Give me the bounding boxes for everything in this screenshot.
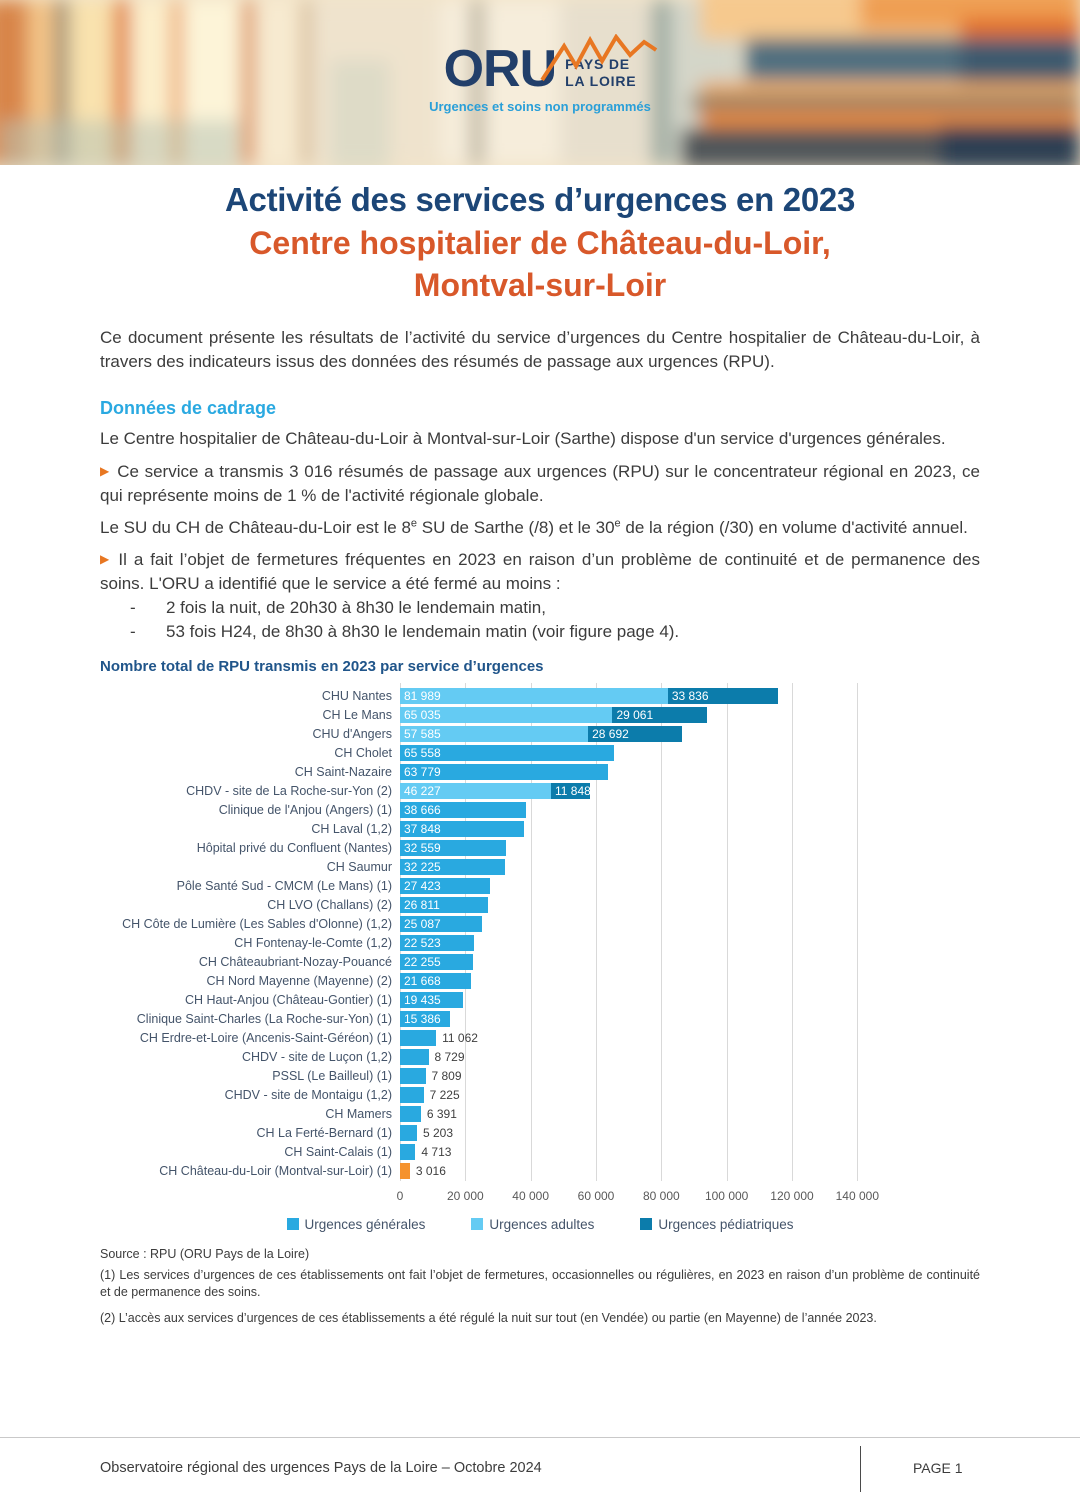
chart-category-label: CH Fontenay-le-Comte (1,2) — [234, 936, 392, 951]
page-title: Activité des services d’urgences en 2023 — [224, 181, 856, 218]
chart-bar — [400, 992, 463, 1008]
chart-row — [100, 782, 980, 801]
cadrage-paragraph-2-text: Ce service a transmis 3 016 résumés de passage aux urgences (RPU) sur le concentrateur régional en 2023, ce qui représente moins de 1 % de l'activité régionale globale. — [100, 461, 981, 505]
chart-bar — [400, 1106, 457, 1122]
legend-item-generales — [287, 1217, 426, 1232]
chart-category-label: CH Mamers — [325, 1107, 392, 1122]
x-axis-tick-label: 40 000 — [512, 1188, 550, 1203]
chart-value-label: 15 386 — [404, 1012, 441, 1027]
x-axis-tick-label: 140 000 — [835, 1188, 880, 1203]
chart-value-label: 6 391 — [426, 1107, 457, 1122]
chart-value-label: 8 729 — [434, 1050, 465, 1065]
chart-bar — [400, 1087, 460, 1103]
chart-bar — [400, 935, 474, 951]
banner — [0, 0, 1080, 165]
chart-bar — [400, 973, 471, 989]
cadrage-paragraph-3 — [100, 516, 980, 540]
x-axis-tick-label: 60 000 — [577, 1188, 615, 1203]
chart-category-label: CH Laval (1,2) — [311, 822, 392, 837]
chart-value-label: 63 779 — [404, 765, 441, 780]
chart-row — [100, 1067, 980, 1086]
cadrage-paragraph-1 — [100, 427, 980, 451]
chart-row — [100, 877, 980, 896]
chart-bar — [400, 840, 506, 856]
legend-swatch — [471, 1218, 483, 1230]
chart-bar-segment-generales — [400, 897, 488, 913]
oru-logo — [429, 40, 651, 114]
page-subtitle — [100, 223, 980, 306]
chart-bar-segment-adultes — [400, 707, 612, 723]
cadrage-paragraph-4 — [100, 548, 980, 596]
chart-bar-segment-generales — [400, 802, 526, 818]
x-axis-tick-label: 20 000 — [446, 1188, 484, 1203]
chart-value-label: 19 435 — [404, 993, 441, 1008]
chart-value-label: 65 035 — [404, 708, 441, 723]
chart-row — [100, 915, 980, 934]
cadrage-paragraph-2 — [100, 460, 980, 508]
chart-title: Nombre total de RPU transmis en 2023 par service d’urgences — [100, 657, 544, 675]
closure-list-item-1 — [100, 596, 980, 620]
chart-bar — [400, 1011, 450, 1027]
chart-bar-segment-generales — [400, 1068, 426, 1084]
chart-bar-segment-generales — [400, 1011, 450, 1027]
chart-category-label: CH Nord Mayenne (Mayenne) (2) — [206, 974, 392, 989]
closure-list-item-2-text: 53 fois H24, de 8h30 à 8h30 le lendemain matin (voir figure page 4). — [166, 621, 680, 641]
chart-row — [100, 1105, 980, 1124]
rank-text-b: SU de Sarthe (/8) et le 30 — [417, 517, 615, 537]
chart-row — [100, 706, 980, 725]
chart-bar-segment-generales — [400, 1087, 424, 1103]
chart-row — [100, 991, 980, 1010]
chart-bar-segment-generales — [400, 935, 474, 951]
chart-category-label: CH Château-du-Loir (Montval-sur-Loir) (1) — [159, 1164, 392, 1179]
chart-bar — [400, 1144, 451, 1160]
chart-bar-segment-generales — [400, 916, 482, 932]
triangle-bullet-icon: ▶ — [100, 463, 111, 478]
chart-bar-segment-generales — [400, 821, 524, 837]
footnote-1: (1) Les services d’urgences de ces établissements ont fait l’objet de fermetures, occasionnelles ou régulières, en 2023 en raison d’un problème de continuité et de permanence des soins. — [100, 1268, 980, 1300]
chart-category-label: Clinique Saint-Charles (La Roche-sur-Yon) (1) — [136, 1012, 392, 1027]
chart-bar — [400, 745, 614, 761]
chart-value-label: 21 668 — [404, 974, 441, 989]
intro-paragraph: Ce document présente les résultats de l’activité du service d’urgences du Centre hospitalier de Château-du-Loir, à travers des indicateurs issus des données des résumés de passage aux urgences (RPU). — [100, 328, 980, 372]
chart-bar — [400, 821, 524, 837]
chart-row — [100, 725, 980, 744]
oru-logo-text: ORU — [443, 40, 557, 98]
x-axis-tick-label: 0 — [396, 1188, 404, 1203]
chart-row — [100, 1048, 980, 1067]
x-axis-tick-label: 100 000 — [704, 1188, 749, 1203]
chart-value-label: 46 227 — [404, 784, 441, 799]
chart-bar-segment-adultes — [400, 688, 668, 704]
chart-value-label: 29 061 — [616, 708, 654, 723]
legend-item-adultes — [471, 1217, 594, 1232]
chart-value-label: 65 558 — [404, 746, 441, 761]
page-subtitle-line1: Centre hospitalier de Château-du-Loir, — [249, 225, 831, 261]
chart-row — [100, 839, 980, 858]
chart-legend — [100, 1217, 980, 1232]
page-subtitle-line2: Montval-sur-Loir — [413, 266, 667, 303]
chart-row — [100, 1010, 980, 1029]
legend-label: Urgences pédiatriques — [658, 1216, 794, 1232]
chart-row — [100, 1162, 980, 1181]
chart-value-label: 37 848 — [404, 822, 441, 837]
chart-row — [100, 896, 980, 915]
chart-value-label: 22 523 — [404, 936, 441, 951]
chart-bar — [400, 1163, 446, 1179]
chart-bar — [400, 764, 608, 780]
chart-bar — [400, 878, 490, 894]
chart-bar — [400, 897, 488, 913]
chart-row — [100, 1143, 980, 1162]
chart-category-label: CHU Nantes — [321, 689, 392, 704]
x-axis-tick-label: 120 000 — [770, 1188, 814, 1203]
rank-text-a: Le SU du CH de Château-du-Loir est le 8 — [100, 517, 411, 537]
chart-value-label: 7 225 — [429, 1088, 460, 1103]
chart-row — [100, 1029, 980, 1048]
chart-value-label: 25 087 — [404, 917, 441, 932]
rank-superscript-1: e — [410, 517, 418, 530]
footnote-2: (2) L’accès aux services d’urgences de ces établissements a été régulé la nuit sur tout (en Vendée) ou partie (en Mayenne) de l’année 2023. — [100, 1310, 877, 1325]
chart-bar-segment-generales — [400, 1030, 436, 1046]
chart-bar-segment-generales — [400, 992, 463, 1008]
cadrage-paragraph-4-text: Il a fait l’objet de fermetures fréquentes en 2023 en raison d’un problème de continuité et de permanence des soins. L'ORU a identifié que le service a été fermé au moins : — [100, 549, 980, 594]
chart-bar-segment-generales — [400, 859, 505, 875]
chart-bar — [400, 726, 682, 742]
section-heading-donnees-de-cadrage: Données de cadrage — [100, 398, 277, 419]
chart-category-label: Hôpital privé du Confluent (Nantes) — [196, 841, 392, 856]
chart-row — [100, 1086, 980, 1105]
chart-value-label: 33 836 — [671, 689, 709, 704]
chart-category-label: CHU d'Angers — [312, 727, 392, 742]
chart-category-label: CHDV - site de Montaigu (1,2) — [224, 1088, 392, 1103]
legend-label: Urgences générales — [304, 1216, 426, 1232]
chart-value-label: 32 559 — [404, 841, 441, 856]
rank-text-c: de la région (/30) en volume d'activité annuel. — [620, 517, 968, 537]
chart-category-label: CH Erdre-et-Loire (Ancenis-Saint-Géréon) (1) — [139, 1031, 392, 1046]
chart-bar-segment-generales — [400, 745, 614, 761]
chart-row — [100, 763, 980, 782]
footnotes — [100, 1246, 980, 1327]
oru-logo-region-line1: PAYS DE — [565, 56, 630, 73]
legend-label: Urgences adultes — [489, 1216, 595, 1232]
chart-category-label: CHDV - site de La Roche-sur-Yon (2) — [186, 784, 392, 799]
chart-bar — [400, 802, 526, 818]
chart-category-label: CH Châteaubriant-Nozay-Pouancé — [198, 955, 392, 970]
chart-row — [100, 934, 980, 953]
oru-logo-tagline: Urgences et soins non programmés — [429, 98, 651, 114]
document-content — [0, 181, 1080, 1327]
chart-bar-segment-pediatriques — [588, 726, 682, 742]
chart-bar — [400, 688, 778, 704]
chart-value-label: 27 423 — [404, 879, 441, 894]
footer-divider — [860, 1446, 861, 1492]
chart-value-label: 7 809 — [431, 1069, 462, 1084]
chart-bar — [400, 783, 590, 799]
chart-value-label: 11 848 — [555, 784, 591, 799]
chart-row — [100, 801, 980, 820]
chart-row — [100, 687, 980, 706]
chart-category-label: PSSL (Le Bailleul) (1) — [272, 1069, 392, 1084]
chart-bar — [400, 1030, 478, 1046]
chart-bar-segment-generales — [400, 1144, 415, 1160]
chart-row — [100, 953, 980, 972]
chart-bar-segment-adultes — [400, 783, 551, 799]
chart-bar-segment-pediatriques — [612, 707, 707, 723]
chart-bar-segment-pediatriques — [668, 688, 779, 704]
chart-bar — [400, 859, 505, 875]
dash-bullet: - — [130, 598, 136, 618]
chart-value-label: 22 255 — [404, 955, 441, 970]
source-note: Source : RPU (ORU Pays de la Loire) — [100, 1246, 310, 1261]
legend-swatch — [640, 1218, 652, 1230]
chart-bar-segment-adultes — [400, 726, 588, 742]
chart-value-label: 11 062 — [442, 1031, 478, 1046]
chart-category-label: CH Saint-Nazaire — [294, 765, 392, 780]
chart-bar-segment-generales — [400, 1106, 421, 1122]
chart-category-label: CH Côte de Lumière (Les Sables d'Olonne) (1,2) — [122, 917, 392, 932]
chart-bar-segment-generales — [400, 1125, 417, 1141]
chart-value-label: 28 692 — [592, 727, 629, 742]
chart-category-label: Clinique de l'Anjou (Angers) (1) — [218, 803, 392, 818]
chart-bar-segment-generales — [400, 973, 471, 989]
chart-category-label: CH LVO (Challans) (2) — [267, 898, 392, 913]
chart-bar — [400, 916, 482, 932]
chart-row — [100, 1124, 980, 1143]
chart-value-label: 3 016 — [415, 1164, 446, 1179]
chart-bar — [400, 1125, 453, 1141]
chart-row — [100, 744, 980, 763]
chart-x-axis — [100, 1187, 980, 1207]
page-footer — [0, 1437, 1080, 1512]
chart-bar-segment-highlight — [400, 1163, 410, 1179]
chart-category-label: CH Haut-Anjou (Château-Gontier) (1) — [184, 993, 392, 1008]
chart-bar-segment-generales — [400, 878, 490, 894]
heartbeat-zigzag-icon — [540, 34, 660, 84]
chart-value-label: 4 713 — [421, 1145, 452, 1160]
chart-bar — [400, 1068, 462, 1084]
rpu-bar-chart — [100, 687, 980, 1232]
chart-bar — [400, 707, 707, 723]
chart-category-label: CH La Ferté-Bernard (1) — [256, 1126, 392, 1141]
chart-value-label: 32 225 — [404, 860, 441, 875]
chart-bar-segment-generales — [400, 764, 608, 780]
x-axis-tick-label: 80 000 — [642, 1188, 680, 1203]
chart-value-label: 38 666 — [404, 803, 441, 818]
cadrage-paragraph-1-text: Le Centre hospitalier de Château-du-Loir à Montval-sur-Loir (Sarthe) dispose d'un service d'urgences générales. — [100, 429, 946, 449]
chart-row — [100, 820, 980, 839]
closure-list-item-2 — [100, 620, 980, 644]
chart-value-label: 26 811 — [404, 898, 440, 913]
chart-value-label: 57 585 — [404, 727, 441, 742]
closure-list-item-1-text: 2 fois la nuit, de 20h30 à 8h30 le lendemain matin, — [166, 598, 546, 618]
chart-bar — [400, 954, 473, 970]
legend-swatch — [287, 1218, 299, 1230]
chart-bar — [400, 1049, 465, 1065]
chart-bar-segment-generales — [400, 954, 473, 970]
chart-bar-segment-generales — [400, 1049, 429, 1065]
footer-text: Observatoire régional des urgences Pays de la Loire – Octobre 2024 — [100, 1460, 542, 1476]
rank-superscript-2: e — [614, 517, 621, 530]
chart-category-label: CH Saumur — [326, 860, 392, 875]
triangle-bullet-icon: ▶ — [100, 551, 112, 566]
chart-bar-segment-generales — [400, 840, 506, 856]
chart-category-label: CH Saint-Calais (1) — [284, 1145, 392, 1160]
legend-item-pediatriques — [640, 1217, 793, 1232]
chart-category-label: CH Le Mans — [322, 708, 392, 723]
oru-logo-region-line2: LA LOIRE — [565, 73, 637, 89]
chart-category-label: Pôle Santé Sud - CMCM (Le Mans) (1) — [176, 879, 392, 894]
chart-rows — [100, 687, 980, 1181]
page-number: PAGE 1 — [913, 1460, 963, 1476]
chart-value-label: 5 203 — [422, 1126, 454, 1141]
dash-bullet: - — [130, 621, 136, 641]
chart-category-label: CH Cholet — [334, 746, 392, 761]
chart-row — [100, 858, 980, 877]
chart-value-label: 81 989 — [404, 689, 441, 704]
chart-category-label: CHDV - site de Luçon (1,2) — [241, 1050, 392, 1065]
chart-bar-segment-pediatriques — [551, 783, 590, 799]
chart-row — [100, 972, 980, 991]
